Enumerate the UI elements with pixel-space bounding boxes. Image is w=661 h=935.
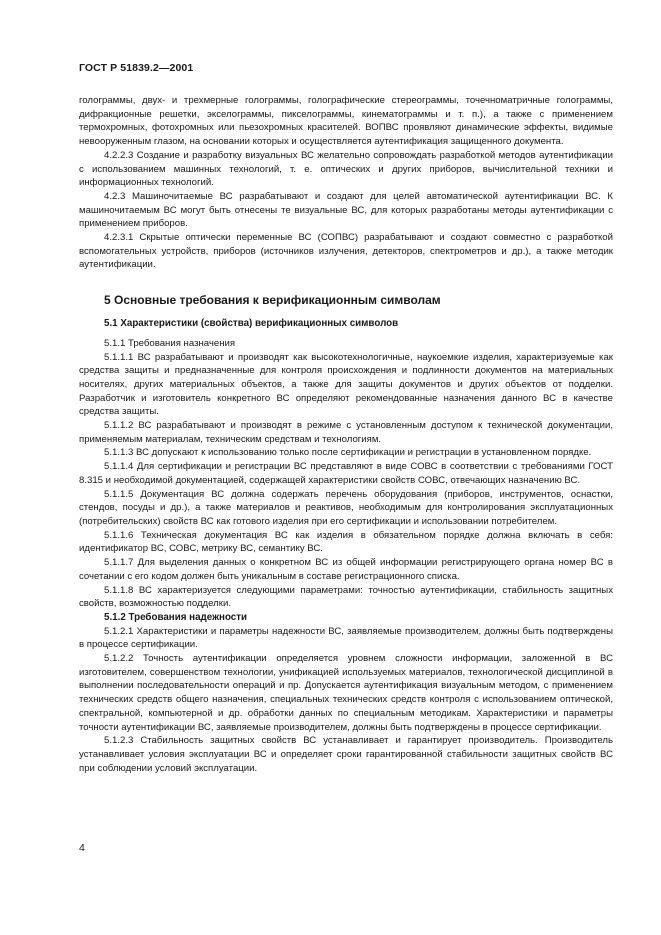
paragraph-5-1-2-2: 5.1.2.2 Точность аутентификации определяется уровнем сложности информации, заложенной в ВС изготовителем, совершенством технологии, унификацией используемых материалов, технологической дисциплиной в выполнении последовательности операций и пр. Допускается аутентификация визуальным методом, с применением технических средств общего назначения, специальных технических средств контроля с использованием оптической, спектральной, компьютерной и др. обработки данных по специальным методикам. Характеристики и параметры точности аутентификации ВС, заявляемые производителем, должны быть подтверждены в процессе сертификации. <box>79 653 613 733</box>
paragraph-intro: голограммы, двух- и трехмерные голограммы, голографические стереограммы, точечноматричные голограммы, дифракционные решетки, экселограммы, пикселограммы, кинематограммы и т. п.), а также с применением термохромных, фотохромных или пьезохромных красителей. ВОПВС проявляют динамические эффекты, видимые невооруженным глазом, на основании которых и осуществляется аутентификация защищенного документа. <box>79 95 613 148</box>
document-body <box>79 94 613 775</box>
paragraph-5-1-1-4: 5.1.1.4 Для сертификации и регистрации ВС представляют в виде СОВС в соответствии с требованиями ГОСТ 8.315 и необходимой документацией, содержащей характеристики свойств СОВС, отвечающих назначению ВС. <box>79 461 613 486</box>
paragraph-5-1-1-5: 5.1.1.5 Документация ВС должна содержать перечень оборудования (приборов, инструментов, оснастки, стендов, посуды и др.), а также материалов и реактивов, необходимым для контролирования эксплуатационных (потребительских) свойств ВС как готового изделия при его сертификации и использовании потребителем. <box>79 488 613 527</box>
page-number: 4 <box>79 842 85 854</box>
paragraph-5-1-1-2: 5.1.1.2 ВС разрабатывают и производят в режиме с установленным доступом к технической документации, применяемым материалам, техническим средствам и технологиям. <box>79 420 613 445</box>
paragraph-5-1-1-6: 5.1.1.6 Техническая документация ВС как изделия в обязательном порядке должна включать в себя: идентификатор ВС, СОВС, метрику ВС, семантику ВС. <box>79 529 613 555</box>
section-5-1-heading: 5.1 Характеристики (свойства) верификационных символов <box>104 318 399 330</box>
paragraph-5-1-1-3: 5.1.1.3 ВС допускают к использованию только после сертификации и регистрации в установленном порядке. <box>104 447 592 459</box>
paragraph-4-2-2-3: 4.2.2.3 Создание и разработку визуальных ВС желательно сопровождать разработкой методов аутентификации с использованием машинных технологий, т. е. оптических и других приборов, вычислительной техники и информационных технологий. <box>79 149 613 189</box>
paragraph-5-1-1-8: 5.1.1.8 ВС характеризуется следующими параметрами: точностью аутентификации, стабильность защитных свойств, возможностью подделки. <box>79 584 613 610</box>
document-header: ГОСТ Р 51839.2—2001 <box>79 62 194 74</box>
paragraph-4-2-3: 4.2.3 Машиночитаемые ВС разрабатывают и создают для целей автоматической аутентификации ВС. К машиночитаемым ВС могут быть отнесены те визуальные ВС, для которых разработаны методы аутентификации с применением приборов. <box>79 190 613 230</box>
paragraph-5-1-1-7: 5.1.1.7 Для выделения данных о конкретном ВС из общей информации регистрирующего органа номер ВС в сочетании с его кодом должен быть уникальным в составе регистрационного списка. <box>79 557 613 582</box>
paragraph-5-1-2-1: 5.1.2.1 Характеристики и параметры надежности ВС, заявляемые производителем, должны быть подтверждены в процессе сертификации. <box>79 625 613 651</box>
paragraph-5-1-2-3: 5.1.2.3 Стабильность защитных свойств ВС устанавливает и гарантирует производитель. Производитель устанавливает условия эксплуатации ВС и определяет сроки гарантированной стабильности защитных свойств ВС при соблюдении условий эксплуатации. <box>79 735 613 774</box>
section-5-1-2-heading: 5.1.2 Требования надежности <box>104 611 248 623</box>
section-5-heading: 5 Основные требования к верификационным символам <box>104 293 441 308</box>
paragraph-5-1-1-1: 5.1.1.1 ВС разрабатывают и производят как высокотехнологичные, наукоемкие изделия, характеризуемые как средства защиты и предназначенные для контроля происхождения и подлинности документов на материальных носителях, других материальных объектов, а также для защиты документов и других объектов от подделки. Разработчик и изготовитель конкретного ВС определяют рекомендованные назначения данного ВС в качестве средства защиты. <box>79 351 613 418</box>
paragraph-5-1-1: 5.1.1 Требования назначения <box>104 337 236 349</box>
paragraph-4-2-3-1: 4.2.3.1 Скрытые оптически переменные ВС (СОПВС) разрабатывают и создают совместно с разработкой вспомогательных устройств, приборов (источников излучения, детекторов, спектрометров и др.), а также методик аутентификации. <box>79 232 613 271</box>
